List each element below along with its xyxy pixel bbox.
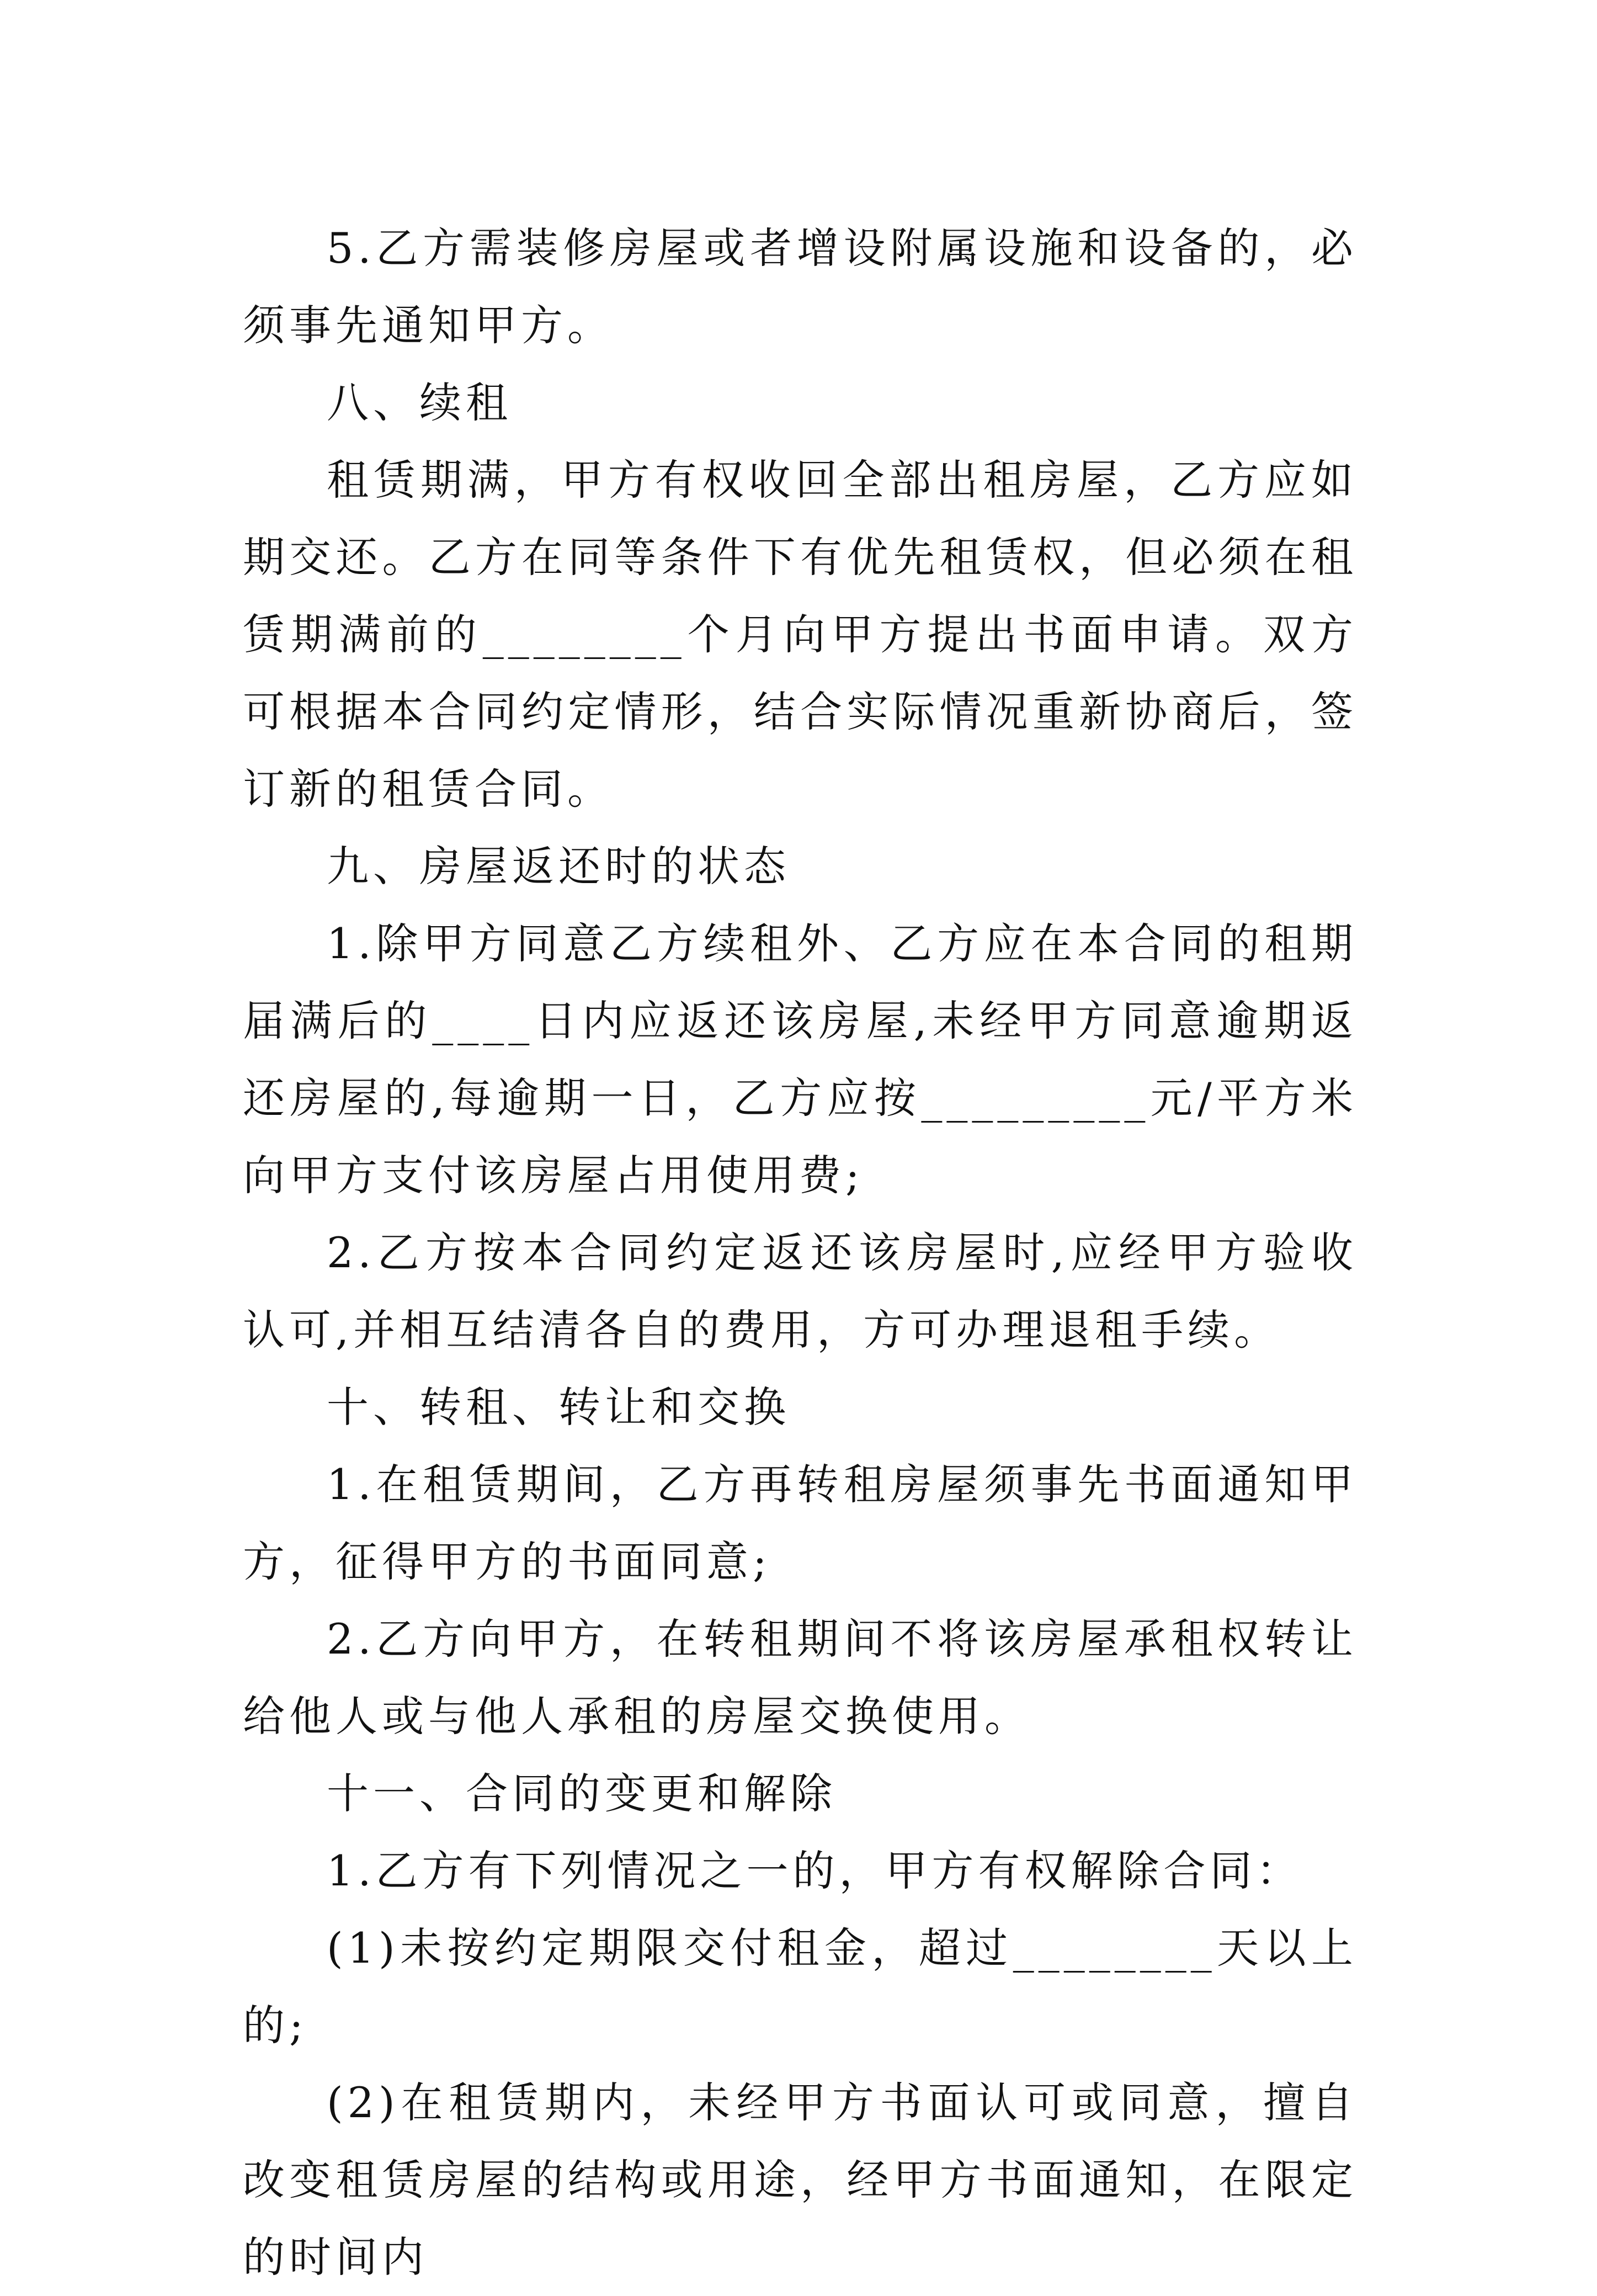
clause-5-renovation-notice: 5.乙方需装修房屋或者增设附属设施和设备的，必须事先通知甲方。 [243, 224, 1358, 350]
clause-2-no-transfer: 2.乙方向甲方，在转租期间不将该房屋承租权转让给他人或与他人承租的房屋交换使用。 [243, 1614, 1358, 1741]
paragraph-renewal-terms: 租赁期满，甲方有权收回全部出租房屋，乙方应如期交还。乙方在同等条件下有优先租赁权，但必须在租赁期满前的________个月向甲方提出书面申请。双方可根据本合同约定情形，结合实际情况重新协商后，签订新的租赁合同。 [243, 455, 1358, 814]
clause-2-return-inspection: 2.乙方按本合同约定返还该房屋时,应经甲方验收认可,并相互结清各自的费用，方可办理退租手续。 [243, 1228, 1358, 1354]
condition-1-late-rent: (1)未按约定期限交付租金，超过________天以上的; [243, 1923, 1358, 2050]
clause-1-sublease-consent: 1.在租赁期间，乙方再转租房屋须事先书面通知甲方，征得甲方的书面同意; [243, 1460, 1358, 1586]
section-heading-sublease: 十、转租、转让和交换 [327, 1383, 790, 1432]
section-heading-return-condition: 九、房屋返还时的状态 [327, 842, 790, 891]
clause-1-return-deadline: 1.除甲方同意乙方续租外、乙方应在本合同的租期届满后的____日内应返还该房屋,未经甲方同意逾期返还房屋的,每逾期一日，乙方应按_________元/平方米向甲方支付该房屋占用使用费; [243, 919, 1358, 1200]
clause-1-termination-conditions: 1.乙方有下列情况之一的，甲方有权解除合同： [327, 1846, 1303, 1895]
section-heading-renewal: 八、续租 [327, 378, 512, 427]
section-heading-modification-termination: 十一、合同的变更和解除 [327, 1769, 837, 1818]
condition-2-unauthorized-changes: (2)在租赁期内，未经甲方书面认可或同意，擅自改变租赁房屋的结构或用途，经甲方书面通知，在限定的时间内 [243, 2078, 1358, 2282]
document-body [243, 210, 1358, 2296]
